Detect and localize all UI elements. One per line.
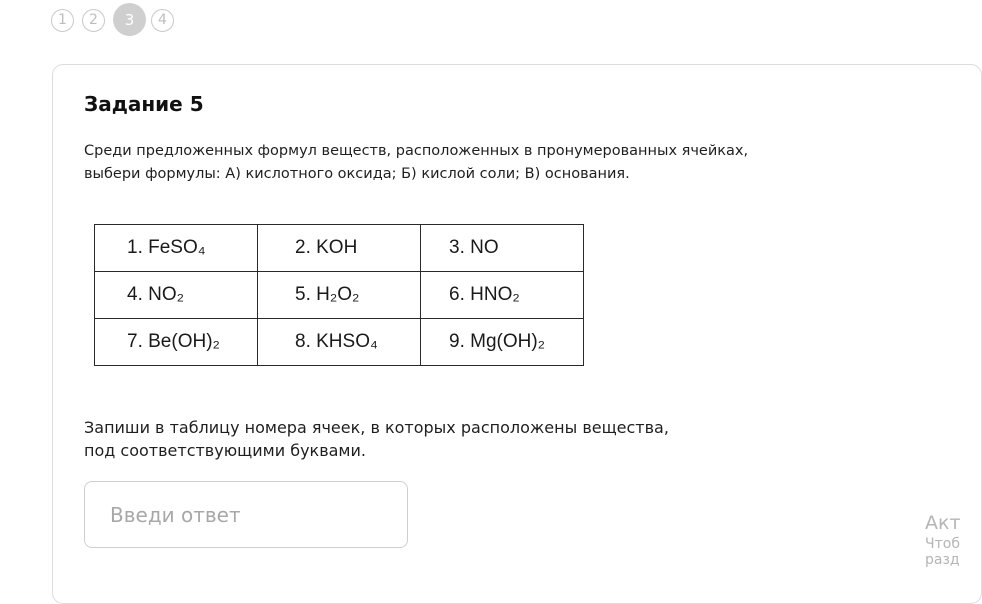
table-row bbox=[95, 225, 584, 272]
watermark-title: Акт bbox=[925, 512, 961, 534]
step-3-button[interactable]: 3 bbox=[113, 3, 146, 36]
table-row bbox=[95, 272, 584, 319]
table-cell: 4. NO₂ bbox=[95, 272, 258, 319]
answer-input[interactable] bbox=[84, 481, 408, 548]
table-cell: 1. FeSO₄ bbox=[95, 225, 258, 272]
watermark-line: разд bbox=[925, 552, 960, 568]
task-card bbox=[52, 64, 982, 604]
table-cell: 5. H₂O₂ bbox=[258, 272, 421, 319]
watermark-line: Чтоб bbox=[925, 536, 960, 552]
table-cell: 8. KHSO₄ bbox=[258, 319, 421, 366]
table-cell: 6. HNO₂ bbox=[421, 272, 584, 319]
task-instruction: Запиши в таблицу номера ячеек, в которых расположены вещества, под соответствующими буквами. bbox=[84, 418, 669, 460]
step-navigation bbox=[51, 4, 182, 36]
table-cell: 7. Be(OH)₂ bbox=[95, 319, 258, 366]
table-cell: 9. Mg(OH)₂ bbox=[421, 319, 584, 366]
activation-watermark bbox=[925, 514, 965, 569]
table-row bbox=[95, 319, 584, 366]
step-4-button[interactable]: 4 bbox=[151, 9, 174, 32]
task-prompt: Среди предложенных формул веществ, расположенных в пронумерованных ячейках, выбери формулы: А) кислотного оксида; Б) кислой соли; В) основания. bbox=[84, 143, 749, 182]
step-1-button[interactable]: 1 bbox=[51, 9, 74, 32]
table-cell: 2. KOH bbox=[258, 225, 421, 272]
step-2-button[interactable]: 2 bbox=[82, 9, 105, 32]
table-cell: 3. NO bbox=[421, 225, 584, 272]
task-title: Задание 5 bbox=[84, 92, 204, 116]
formula-table bbox=[94, 224, 584, 366]
